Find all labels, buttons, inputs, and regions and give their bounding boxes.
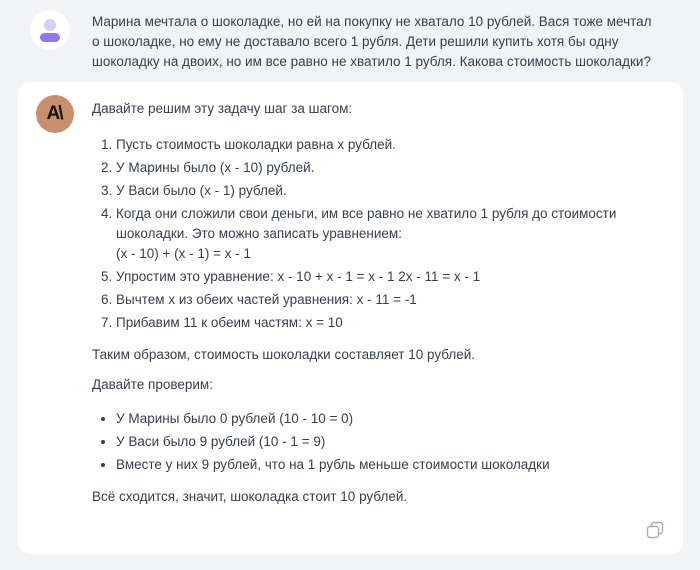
assistant-avatar: [36, 95, 74, 133]
person-icon: [44, 19, 56, 31]
solution-steps-list: [92, 135, 662, 333]
step-item-4: 4. Когда они сложили свои деньги, им все равно не хватило 1 рубля до стоимости шоколадки. Это можно записать уравнением: (x - 10) + (x - 1) = x - 1: [116, 204, 662, 264]
conclusion-text: Таким образом, стоимость шоколадки составляет 10 рублей.: [92, 347, 476, 362]
user-message-text: Марина мечтала о шоколадке, но ей на покупку не хватало 10 рублей. Вася тоже мечтал о шоколадке, но ему не доставало всего 1 рубля. Дети решили купить хотя бы одну шоколадку на двоих, но им все равно не хватило 1 рубля. Какова стоимость шоколадки?: [92, 14, 652, 69]
step-item-7: 7. Прибавим 11 к обеим частям: x = 10: [116, 313, 662, 333]
check-item-3: • Вместе у них 9 рублей, что на 1 рубль меньше стоимости шоколадки: [116, 455, 662, 475]
intro-text: Давайте решим эту задачу шаг за шагом:: [92, 101, 353, 116]
assistant-message-content: [92, 95, 662, 554]
assistant-message-card: [18, 82, 683, 554]
final-answer-text: Всё сходится, значит, шоколадка стоит 10 рублей.: [92, 489, 408, 504]
person-icon-body: [40, 33, 60, 42]
copy-button[interactable]: [643, 518, 667, 542]
step-item-5: 5. Упростим это уравнение: x - 10 + x - 1 = x - 1 2x - 11 = x - 1: [116, 267, 662, 287]
step-item-2: 2. У Марины было (x - 10) рублей.: [116, 158, 662, 178]
check-list: [92, 409, 662, 475]
user-message: [0, 0, 700, 72]
ai-logo-icon: A\: [46, 103, 62, 124]
step-item-3: 3. У Васи было (x - 1) рублей.: [116, 181, 662, 201]
check-item-2: • У Васи было 9 рублей (10 - 1 = 9): [116, 432, 662, 452]
step-item-1: 1. Пусть стоимость шоколадки равна x рублей.: [116, 135, 662, 155]
user-avatar: [30, 10, 70, 50]
step-item-6: 6. Вычтем x из обеих частей уравнения: x - 11 = -1: [116, 290, 662, 310]
check-item-1: • У Марины было 0 рублей (10 - 10 = 0): [116, 409, 662, 429]
copy-icon: [645, 520, 665, 540]
equation-line: (x - 10) + (x - 1) = x - 1: [116, 246, 252, 261]
check-intro-text: Давайте проверим:: [92, 377, 213, 392]
